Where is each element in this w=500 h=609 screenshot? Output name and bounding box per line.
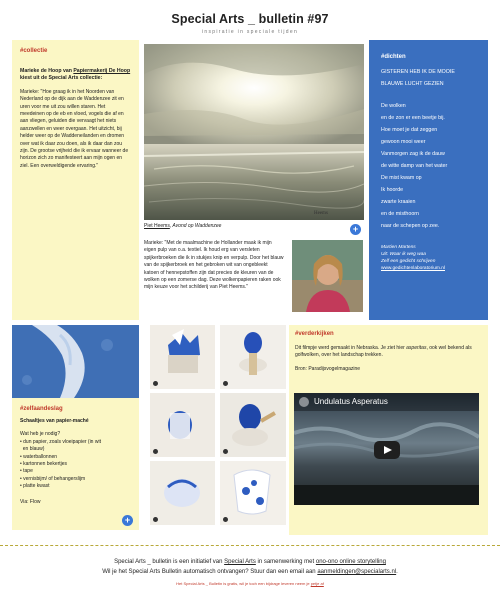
poem-author: Martien Martens [381,245,416,250]
collectie-tag: #collectie [20,48,48,54]
verderkijken-body-prefix: Dit filmpje werd gemaakt in Nebraska. Je ziet hier [295,345,407,351]
zelfaandeslag-section [12,398,139,530]
painting-image [144,44,364,220]
material-item: • kartonnen bekertjes [20,461,68,468]
play-icon [374,441,400,459]
bulletin-header [0,0,500,36]
dichten-section [369,40,488,320]
painting-caption [144,223,364,230]
petje-af-link[interactable]: petje af [310,581,324,586]
collectie-intro-prefix: Marieke de Hoop van [20,68,74,74]
step-1-badge [153,381,158,386]
poem-line: en de misthoorn [381,211,419,217]
poem-line: zwarte kraaien [381,199,416,205]
footer-line1 [0,559,500,565]
collectie-body: Marieke: "Hoe graag ik in het Noorden van Nederland op de dijk aan de Waddenzee zit en uren voor me uit zou willen staren. Het meedeinen op de eb en vloed, vogels die af en aan vliegen, geluiden die vervaagt het niets aanzwellen en weer overgaan. Het uitzicht, bij helder weer op de Waddeneilanden en dromen over wat ik daar zou doen, als ik daar dan zou zijn. De grootse vrijheid die ik ervaar wanneer de horizon zich zo manifesteert aan mijn ogen en ziel. Een overweldigende ervaring." [20,88,129,169]
poem-credits [381,244,476,265]
collectie-section [12,40,139,320]
step-6-badge [223,517,228,522]
video-player[interactable] [294,393,479,505]
materials-list [20,439,131,491]
special-arts-link[interactable]: Special Arts [224,559,256,565]
footer-line1-mid: in samenwerking met [255,559,316,565]
step-3-badge [153,449,158,454]
poem-body [381,100,476,232]
material-item: • vernisbijm/ of behangerslijm [20,475,86,482]
zelfaandeslag-tag: #zelfaandeslag [20,406,63,412]
step-4-badge [223,449,228,454]
dichten-title-line2: BLAUWE LUCHT GEZIEN [381,81,444,87]
painting-avond-op-waddenzee[interactable] [144,44,364,220]
video-title: Undulatus Asperatus [314,397,388,406]
dichten-title [381,66,476,90]
verderkijken-body [295,345,482,360]
step-2-badge [223,381,228,386]
material-item: • dun papier, zoals vloeipapier (in wit [20,438,101,445]
footer-line2-suffix: . [396,569,398,575]
asperitas-word: asperitas [406,345,427,351]
expand-painting-button[interactable]: + [350,224,361,235]
poem-source: Uit: Waar ik weg waa [381,252,426,257]
marieke-quote: Marieke: "Met de maalmachine de Hollander maak ik mijn eigen pulp van o.a. textiel. Ik houd erg van versleten spijkerbroeken die ik in stukjes knip en verpulp. Door het blauw van de spijkerbroek en het gebroken wit van ongebleekt katoen of hennepstoffen zijn dat precies de kleuren van de wolken op een zomerse dag. Deze wolkenpapieren raken ook mijn keuze voor het schilderij van Piet Heems." [144,240,284,291]
footer-line2 [0,569,500,575]
footer-line1-prefix: Special Arts _ bulletin is een initiatief van [114,559,225,565]
painting-signature: Heems [314,211,328,216]
aanmeldingen-email-link[interactable]: aanmeldingen@specialarts.nl [317,569,397,575]
bulletin-title: Special Arts _ bulletin #97 [171,12,329,26]
collectie-intro [20,68,131,83]
piet-heems-link[interactable]: Piet Heems [144,223,170,229]
gedichtenlaboratorium-link[interactable]: www.gedichtenlaboratorium.nl [381,266,445,271]
footer-line2-prefix: Wil je het Special Arts Bulletin automatisch ontvangen? Stuur dan een email aan [102,569,318,575]
poem-line: Ik hoorde [381,187,404,193]
material-item: • platte kwast [20,483,50,490]
step-5-badge [153,517,158,522]
material-item: en blauw) [20,446,45,453]
portrait-photo [292,240,363,312]
zelfaandeslag-need: Wat heb je nodig? [20,431,61,438]
collectie-intro-suffix: kiest uit de Special Arts collectie: [20,75,103,82]
poem-line: De wolken [381,103,406,109]
dichten-title-line1: GISTEREN HEB IK DE MOOIE [381,69,455,75]
zelfaandeslag-via: Via: Flow [20,498,41,505]
cloud-paper-image [12,325,139,398]
verderkijken-body-suffix: , ook wel bekend als golfwolken, over het landschap trekken. [295,345,472,359]
zelfaandeslag-title: Schaaltjes van papier-maché [20,418,89,424]
poem-line: en de zon er een beetje bij. [381,115,445,121]
poem-self-write: Zelf een gedicht schrijven [381,259,436,264]
dichten-tag: #dichten [381,54,406,60]
video-play-button[interactable] [374,441,400,459]
verderkijken-section [289,325,488,535]
papiermakerij-link[interactable]: Papiermakerij De Hoop [73,68,131,74]
footer-line3 [0,581,500,586]
material-item: • tape [20,468,33,475]
poem-line: Hoe moet je dat zeggen [381,127,438,133]
material-item: • waterballonnen [20,453,58,460]
verderkijken-tag: #verderkijken [295,331,334,337]
ono-ono-link[interactable]: ono-ono online storytelling [315,559,386,565]
footer-line3-prefix: Het Special Arts _ Bulletin is gratis, wil je toch een bijdrage leveren neem je [176,581,311,586]
poem-line: de witte damp van het water [381,163,448,169]
cloud-paper-art [12,325,139,398]
craft-photos [150,325,286,525]
craft-photo-grid [150,325,286,525]
poem-line: De mist kwam op [381,175,422,181]
poem-line: gewoon mooi weer [381,139,426,145]
expand-zelfaandeslag-button[interactable]: + [122,515,133,526]
bulletin-subtitle: inspiratie in speciale tijden [201,29,299,35]
footer [0,546,500,586]
painting-caption-title: , Avond op Waddenzee [169,223,222,229]
marieke-portrait [292,240,363,312]
verderkijken-source: Bron: Paradijsvogelmagazine [295,365,361,372]
poem-line: naar de schepen op zee. [381,223,440,229]
poem-line: Vanmorgen zag ik de dauw [381,151,445,157]
